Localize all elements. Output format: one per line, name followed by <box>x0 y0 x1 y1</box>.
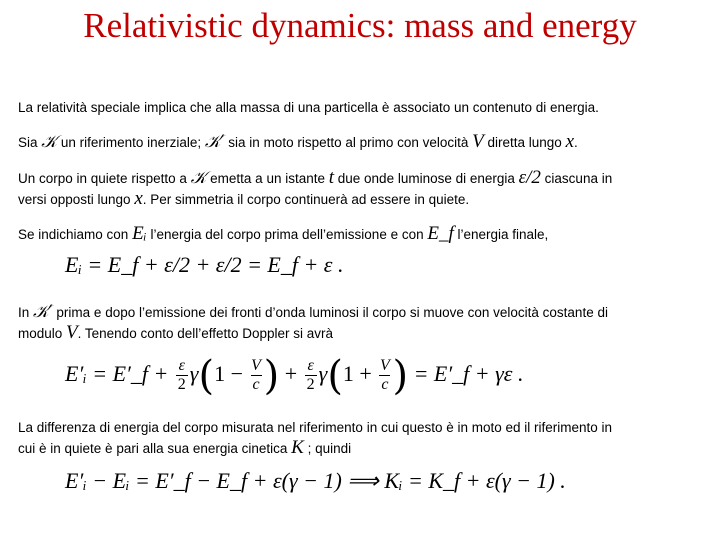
x-symbol: x <box>565 131 575 152</box>
equation-2: E′ᵢ = E′_f + $\frac{\varepsilon}{2}$ γ(1 − $\frac{V}{c}$ ) + $\frac{\varepsilon}{2}$ γ(1 + $\frac{V}{c}$ ) = E′_f + γε . <box>65 352 524 399</box>
equation-1: Eᵢ = E_f + ε/2 + ε/2 = E_f + ε . <box>65 252 344 277</box>
emission-paragraph: Un corpo in quiete rispetto a 𝒦 emetta a un istante t due onde luminose di energia ε/2 ciascuna in versi opposti lungo x. Per simmetria il corpo continuerà ad essere in quiete. <box>18 167 613 209</box>
doppler-paragraph: In 𝒦′ prima e dopo l’emissione dei fronti d’onda luminosi il corpo si muove con velocità costante di modulo V. Tenendo conto dell’effetto Doppler si avrà <box>18 302 608 343</box>
page-title: Relativistic dynamics: mass and energy <box>83 6 637 45</box>
frames-paragraph: Sia 𝒦 un riferimento inerziale; 𝒦′ sia in moto rispetto al primo con velocità V diretta lungo x. <box>18 131 578 152</box>
kinetic-energy-paragraph: La differenza di energia del corpo misurata nel riferimento in cui questo è in moto ed il riferimento in cui è in quiete è pari alla sua energia cinetica K ; quindi <box>18 420 613 458</box>
frame-k-prime: 𝒦′ <box>204 132 225 152</box>
equation-3: E′ᵢ − Eᵢ = E′_f − E_f + ε(γ − 1) ⟹ Kᵢ = K_f + ε(γ − 1) . <box>65 468 566 493</box>
intro-paragraph: La relatività speciale implica che alla massa di una particella è associato un contenuto di energia. <box>18 100 599 115</box>
frame-k: 𝒦 <box>41 132 58 152</box>
velocity-symbol: V <box>472 131 484 152</box>
energy-definition-paragraph: Se indichiamo con Eᵢ l’energia del corpo prima dell’emissione e con E_f l’energia finale, <box>18 223 549 244</box>
